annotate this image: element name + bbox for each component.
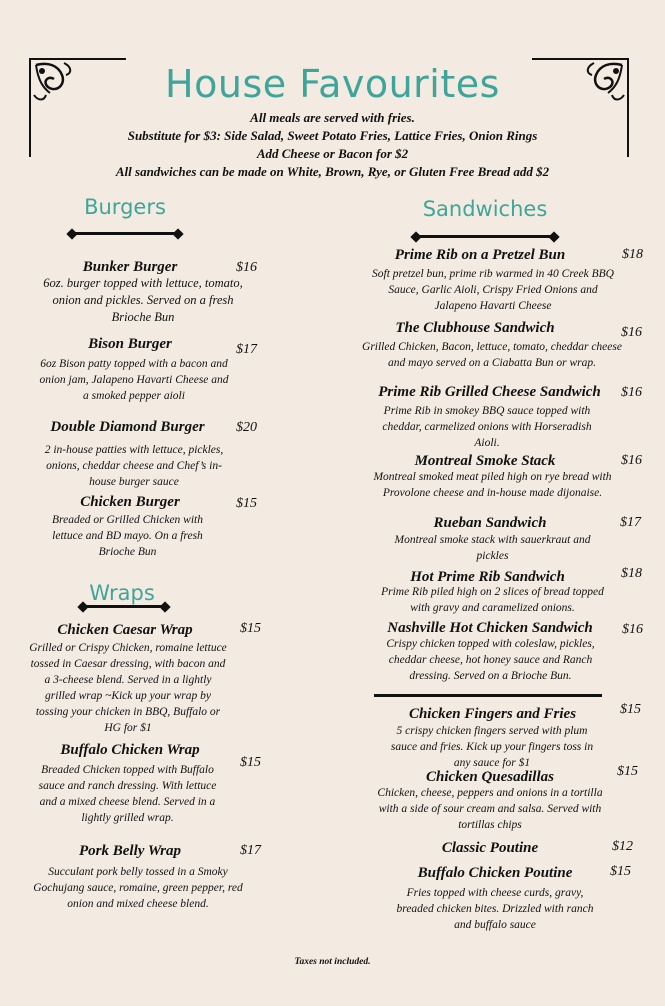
menu-item-price: $18 — [621, 566, 642, 581]
intro-line-2: Substitute for $3: Side Salad, Sweet Potato Fries, Lattice Fries, Onion Rings — [127, 128, 538, 143]
page-title: House Favourites — [165, 62, 500, 106]
menu-item-price: $12 — [612, 839, 633, 854]
menu-item-name: Chicken Fingers and Fries — [408, 706, 577, 722]
menu-item-description: Breaded or Grilled Chicken with lettuce and BD mayo. On a fresh Brioche Bun — [52, 514, 203, 558]
menu-item-price: $15 — [617, 764, 638, 779]
menu-item-description: 6oz Bison patty topped with a bacon and onion jam, Jalapeno Havarti Cheese and a smoked pepper aioli — [39, 358, 229, 402]
divider-dot — [410, 231, 421, 242]
menu-item-price: $15 — [240, 755, 261, 770]
menu-item-description: Succulant pork belly tossed in a Smoky Gochujang sauce, romaine, green pepper, red onion and mixed cheese blend. — [33, 866, 243, 910]
menu-item-name: Double Diamond Burger — [50, 419, 205, 435]
divider-dot — [548, 231, 559, 242]
menu-item-name: Classic Poutine — [441, 840, 539, 856]
menu-item-description: 2 in-house patties with lettuce, pickles, onions, cheddar cheese and Chef’s in-house burger sauce — [44, 444, 224, 488]
menu-item-description: 6oz. burger topped with lettuce, tomato, onion and pickles. Served on a fresh Brioche Bun — [43, 276, 243, 324]
menu-item-price: $17 — [620, 515, 641, 530]
menu-item-name: Rueban Sandwich — [433, 515, 547, 531]
footer-note: Taxes not included. — [294, 957, 371, 967]
intro-line-1: All meals are served with fries. — [250, 110, 415, 125]
divider — [374, 694, 602, 697]
menu-item-description: Montreal smoked meat piled high on rye bread with Provolone cheese and in-house made dijonaise. — [373, 471, 612, 499]
divider — [83, 605, 165, 608]
menu-item-description: Montreal smoke stack with sauerkraut and pickles — [394, 534, 591, 562]
menu-item-description: Chicken, cheese, peppers and onions in a tortilla with a side of sour cream and salsa. Served with tortillas chips — [377, 787, 603, 831]
menu-item-price: $15 — [620, 702, 641, 717]
menu-item-name: Bison Burger — [88, 336, 172, 352]
menu-item-description: Grilled Chicken, Bacon, lettuce, tomato, cheddar cheese and mayo served on a Ciabatta Bun or wrap. — [362, 341, 622, 369]
menu-item-name: Bunker Burger — [82, 259, 178, 275]
menu-item-name: Montreal Smoke Stack — [414, 453, 556, 469]
intro-line-4: All sandwiches can be made on White, Brown, Rye, or Gluten Free Bread add $2 — [115, 164, 550, 179]
menu-item-name: Prime Rib Grilled Cheese Sandwich — [378, 384, 601, 400]
menu-item-price: $16 — [621, 325, 642, 340]
menu-item-name: Chicken Caesar Wrap — [57, 622, 193, 638]
menu-item-description: Fries topped with cheese curds, gravy, breaded chicken bites. Drizzled with ranch and buffalo sauce — [396, 887, 594, 931]
menu-item-name: Buffalo Chicken Poutine — [417, 865, 573, 881]
menu-item-name: Buffalo Chicken Wrap — [60, 742, 200, 758]
menu-item-price: $15 — [610, 864, 631, 879]
menu-item-price: $17 — [236, 342, 257, 357]
menu-item-name: Hot Prime Rib Sandwich — [410, 569, 565, 585]
menu-item-price: $16 — [622, 622, 643, 637]
divider — [416, 235, 554, 238]
menu-item-description: Crispy chicken topped with coleslaw, pickles, cheddar cheese, hot honey sauce and Ranch dressing. Served on a Brioche Bun. — [386, 638, 595, 682]
menu-item-price: $20 — [236, 420, 257, 435]
menu-item-name: Chicken Burger — [80, 494, 180, 510]
intro-line-3: Add Cheese or Bacon for $2 — [256, 146, 409, 161]
menu-item-price: $16 — [236, 260, 257, 275]
section-title-burgers: Burgers — [84, 195, 166, 219]
divider — [72, 232, 178, 235]
section-title-wraps: Wraps — [89, 581, 155, 605]
menu-item-description: Prime Rib piled high on 2 slices of bread topped with gravy and caramelized onions. — [381, 586, 604, 614]
menu-item-price: $16 — [621, 453, 642, 468]
divider-dot — [66, 228, 77, 239]
menu-item-price: $16 — [621, 385, 642, 400]
menu-item-price: $15 — [240, 621, 261, 636]
menu-item-price: $17 — [240, 843, 261, 858]
menu-item-description: 5 crispy chicken fingers served with plum sauce and fries. Kick up your fingers toss in any sauce for $1 — [390, 725, 594, 769]
divider-dot — [172, 228, 183, 239]
menu-item-name: Nashville Hot Chicken Sandwich — [387, 620, 593, 636]
menu-item-description: Soft pretzel bun, prime rib warmed in 40 Creek BBQ Sauce, Garlic Aioli, Crispy Fried Onions and Jalapeno Havarti Cheese — [372, 268, 614, 312]
menu-item-name: Pork Belly Wrap — [79, 843, 181, 859]
menu-item-price: $18 — [622, 247, 643, 262]
section-title-sandwiches: Sandwiches — [422, 197, 548, 221]
menu-item-name: Chicken Quesadillas — [426, 769, 554, 785]
menu-item-description: Prime Rib in smokey BBQ sauce topped with cheddar, carmelized onions with Horseradish Aioli. — [382, 405, 592, 449]
menu-item-name: The Clubhouse Sandwich — [395, 320, 555, 336]
menu-item-description: Grilled or Crispy Chicken, romaine lettuce tossed in Caesar dressing, with bacon and a 3-cheese blend. Served in a lightly grilled wrap ~Kick up your wrap by tossing your chicken in BBQ, Buffalo or HG for $1 — [29, 642, 227, 734]
menu-item-description: Breaded Chicken topped with Buffalo sauce and ranch dressing. With lettuce and a mixed cheese blend. Served in a lightly grilled wrap. — [38, 764, 217, 824]
menu-item-name: Prime Rib on a Pretzel Bun — [394, 247, 566, 263]
menu-item-price: $15 — [236, 496, 257, 511]
